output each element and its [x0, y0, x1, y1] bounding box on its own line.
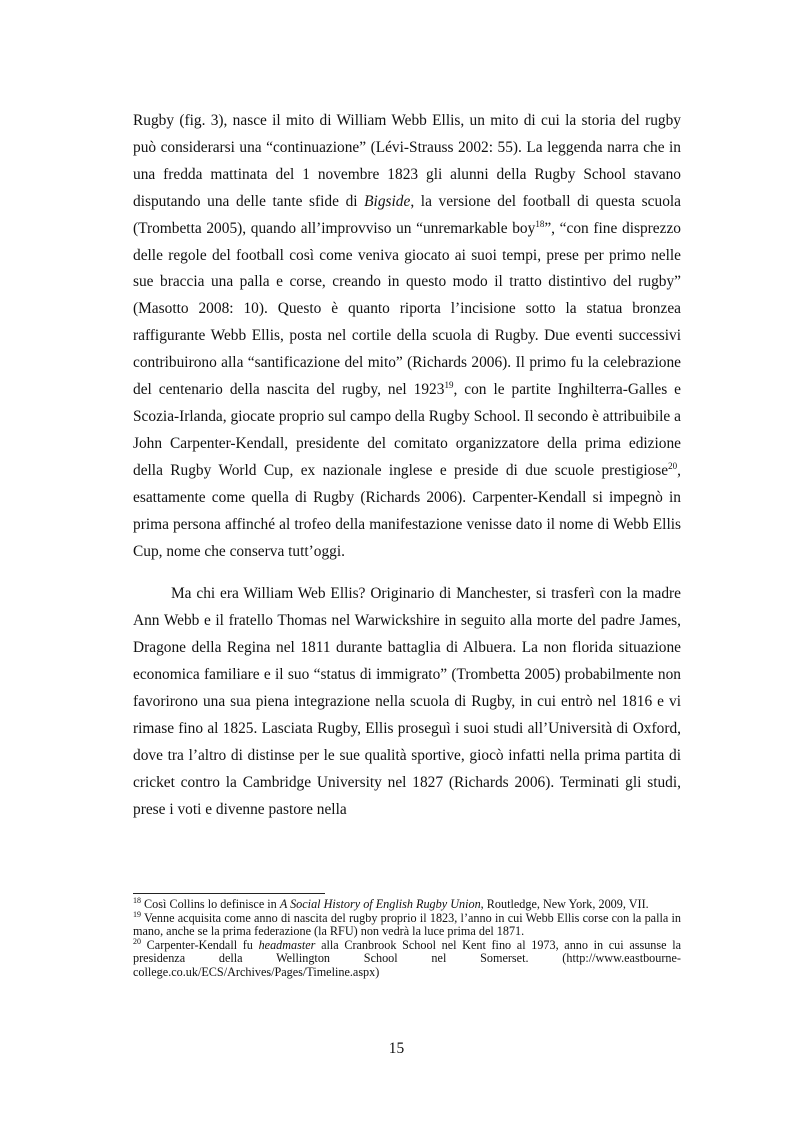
footnote-ref-19[interactable]: 19 — [444, 379, 454, 390]
footnote-ref-18[interactable]: 18 — [535, 218, 545, 229]
paragraph-1 — [133, 108, 681, 565]
footnote-19 — [133, 909, 681, 939]
footnote-text: , Routledge, New York, 2009, VII. — [480, 897, 649, 911]
paragraph-2: Ma chi era William Web Ellis? Originario di Manchester, si trasferì con la madre Ann Webb e il fratello Thomas nel Warwickshire in seguito alla morte del padre James, Dragone della Regina nel 1811 durante battaglia di Albuera. La non florida situazione economica familiare e il suo “status di immigrato” (Trombetta 2005) probabilmente non favorirono una sua piena integrazione nella scuola di Rugby, in cui entrò nel 1816 e vi rimase fino al 1825. Lasciata Rugby, Ellis proseguì i suoi studi all’Università di Oxford, dove tra l’altro di distinse per le sue qualità sportive, giocò infatti nella prima partita di cricket contro la Cambridge University nel 1827 (Richards 2006). Terminati gli studi, prese i voti e divenne pastore nella — [133, 585, 681, 818]
footnote-18 — [133, 895, 681, 912]
text-run: , con le partite Inghilterra-Galles e Scozia-Irlanda, giocate proprio sul campo della Rugby School. Il secondo è attribuibile a John Carpenter-Kendall, presidente del comitato organizzatore della prima edizione della Rugby World Cup, ex nazionale inglese e preside di due scuole prestigiose — [133, 381, 682, 479]
text-run: ”, “con fine disprezzo delle regole del football così come veniva giocato ai suoi tempi, prese per primo nelle sue braccia una palla e corse, creando in questo modo il tratto distintivo del rugby” (Masotto 2008: 10). Questo è quanto riporta l’incisione sotto la statua bronzea raffigurante Webb Ellis, posta nel cortile della scuola di Rugby. Due eventi successivi contribuirono alla “santificazione del mito” (Richards 2006). Il primo fu la celebrazione del centenario della nascita del rugby, nel 1923 — [133, 219, 681, 399]
italic-term: headmaster — [258, 937, 316, 952]
page-number: 15 — [388, 1040, 405, 1057]
page-body — [133, 108, 681, 824]
book-title: A Social History of English Rugby Union — [279, 897, 481, 911]
footnote-ref-20[interactable]: 20 — [668, 460, 678, 471]
footnote-text: Venne acquisita come anno di nascita del rugby proprio il 1823, l’anno in cui Webb Ellis corse con la palla in mano, anche se la prima federazione (la RFU) non vedrà la luce prima del 1871. — [133, 910, 681, 939]
footnotes — [133, 895, 681, 980]
footnote-number: 19 — [133, 909, 141, 919]
footnote-text: Così Collins lo definisce in — [141, 897, 280, 911]
footnote-20 — [133, 936, 681, 980]
italic-term: Bigside — [364, 192, 411, 210]
footnote-number: 20 — [133, 936, 141, 946]
footnote-text: Carpenter-Kendall fu — [141, 937, 259, 952]
footnote-text: alla Cranbrook School nel Kent fino al 1973, anno in cui assunse la presidenza della Wellington School nel Somerset. (http://www.eastbourne-college.co.uk/ECS/Archives/Pages/Timeline.aspx) — [133, 937, 681, 979]
footnote-separator — [133, 893, 325, 894]
text-run: , esattamente come quella di Rugby (Richards 2006). Carpenter-Kendall si impegnò in prima persona affinché al trofeo della manifestazione venisse dato il nome di Webb Ellis Cup, nome che conserva tutt’oggi. — [133, 461, 681, 560]
text-run: , la versione del football di questa scuola (Trombetta 2005), quando all’improvviso un “unremarkable boy — [133, 192, 681, 237]
text-run: Rugby (fig. 3), nasce il mito di William Webb Ellis, un mito di cui la storia del rugby può considerarsi una “continuazione” (Lévi-Strauss 2002: 55). La leggenda narra che in una fredda mattinata del 1 novembre 1823 gli alunni della Rugby School stavano disputando una delle tante sfide di — [133, 112, 681, 210]
footnote-number: 18 — [133, 895, 141, 905]
